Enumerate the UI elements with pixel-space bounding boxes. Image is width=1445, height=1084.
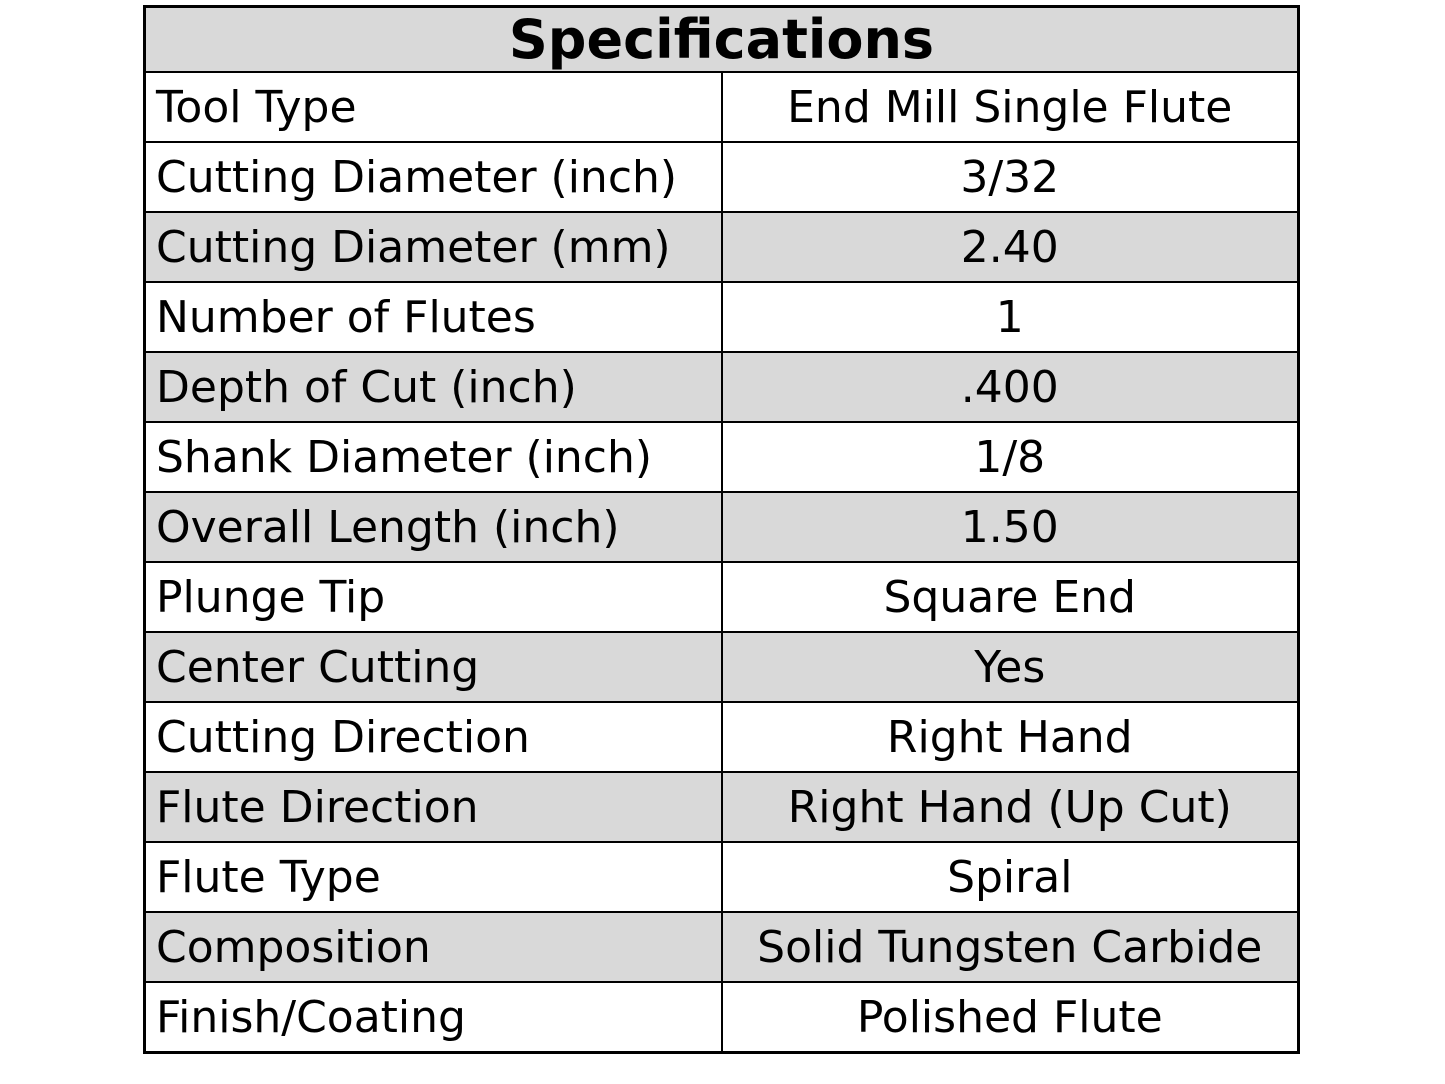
table-body — [145, 72, 1299, 1053]
spec-label: Plunge Tip — [145, 562, 722, 632]
spec-value: 1.50 — [722, 492, 1299, 562]
spec-value: Right Hand (Up Cut) — [722, 772, 1299, 842]
spec-value: Spiral — [722, 842, 1299, 912]
table-row — [145, 772, 1299, 842]
spec-label: Center Cutting — [145, 632, 722, 702]
spec-label: Tool Type — [145, 72, 722, 142]
table-row — [145, 142, 1299, 212]
table-row — [145, 912, 1299, 982]
table-row — [145, 72, 1299, 142]
spec-value: Polished Flute — [722, 982, 1299, 1053]
table-row — [145, 702, 1299, 772]
spec-value: Right Hand — [722, 702, 1299, 772]
table-row — [145, 632, 1299, 702]
table-row — [145, 982, 1299, 1053]
table-header — [145, 7, 1299, 73]
spec-value: 1/8 — [722, 422, 1299, 492]
table-row — [145, 352, 1299, 422]
spec-value: Solid Tungsten Carbide — [722, 912, 1299, 982]
spec-label: Flute Direction — [145, 772, 722, 842]
table-title-row — [145, 7, 1299, 73]
table-row — [145, 562, 1299, 632]
spec-label: Cutting Diameter (inch) — [145, 142, 722, 212]
spec-label: Finish/Coating — [145, 982, 722, 1053]
spec-value: Yes — [722, 632, 1299, 702]
specifications-panel — [143, 5, 1300, 1054]
table-row — [145, 212, 1299, 282]
table-row — [145, 282, 1299, 352]
spec-value: .400 — [722, 352, 1299, 422]
spec-label: Overall Length (inch) — [145, 492, 722, 562]
specifications-table — [143, 5, 1300, 1054]
spec-label: Flute Type — [145, 842, 722, 912]
spec-value: End Mill Single Flute — [722, 72, 1299, 142]
spec-label: Number of Flutes — [145, 282, 722, 352]
spec-value: 2.40 — [722, 212, 1299, 282]
table-title: Specifications — [145, 7, 1299, 73]
table-row — [145, 842, 1299, 912]
table-row — [145, 492, 1299, 562]
table-row — [145, 422, 1299, 492]
spec-value: Square End — [722, 562, 1299, 632]
spec-value: 1 — [722, 282, 1299, 352]
spec-value: 3/32 — [722, 142, 1299, 212]
spec-label: Cutting Direction — [145, 702, 722, 772]
spec-label: Shank Diameter (inch) — [145, 422, 722, 492]
spec-label: Composition — [145, 912, 722, 982]
spec-label: Cutting Diameter (mm) — [145, 212, 722, 282]
spec-label: Depth of Cut (inch) — [145, 352, 722, 422]
